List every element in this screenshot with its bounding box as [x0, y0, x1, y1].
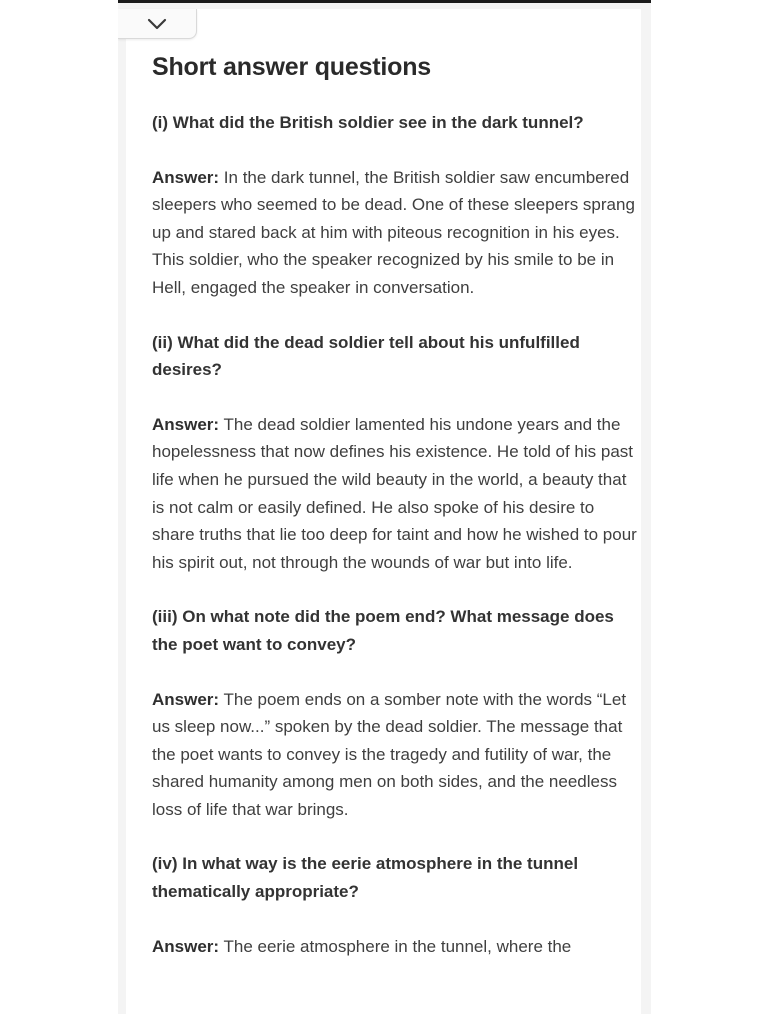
- answer-paragraph: [152, 686, 638, 824]
- qa-item-2: [152, 329, 638, 577]
- answer-text: The eerie atmosphere in the tunnel, where the: [219, 936, 572, 956]
- question-text: (i) What did the British soldier see in the dark tunnel?: [152, 113, 584, 132]
- question-text: (iii) On what note did the poem end? What message does the poet want to convey?: [152, 607, 614, 654]
- answer-text: In the dark tunnel, the British soldier saw encumbered sleepers who seemed to be dead. One of these sleepers sprang up and stared back at him with piteous recognition in his eyes. This soldier, who the speaker recognized by his smile to be in Hell, engaged the speaker in conversation.: [152, 167, 635, 297]
- answer-paragraph: [152, 411, 638, 577]
- document-viewer: [118, 0, 651, 1014]
- answer-label: Answer:: [152, 936, 220, 956]
- chevron-down-icon: [146, 17, 168, 31]
- qa-item-3: [152, 603, 638, 823]
- article-body: [152, 47, 638, 960]
- answer-label: Answer:: [152, 414, 220, 434]
- answer-paragraph: [152, 933, 638, 961]
- answer-label: Answer:: [152, 167, 220, 187]
- section-heading: Short answer questions: [152, 53, 431, 81]
- top-edge-bar: [118, 0, 651, 3]
- qa-item-4: [152, 850, 638, 960]
- question-text: (iv) In what way is the eerie atmosphere in the tunnel thematically appropriate?: [152, 854, 579, 902]
- answer-paragraph: [152, 164, 638, 302]
- answer-label: Answer:: [152, 689, 220, 709]
- question-text: (ii) What did the dead soldier tell about his unfulfilled desires?: [152, 332, 580, 380]
- content-card[interactable]: [126, 9, 641, 1014]
- collapse-toggle-button[interactable]: [118, 9, 197, 39]
- answer-text: The poem ends on a somber note with the words “Let us sleep now...” spoken by the dead soldier. The message that the poet wants to convey is the tragedy and futility of war, the shared humanity among men on both sides, and the needless loss of life that war brings.: [152, 689, 627, 819]
- qa-item-1: [152, 109, 638, 302]
- answer-text: The dead soldier lamented his undone years and the hopelessness that now defines his existence. He told of his past life when he pursued the wild beauty in the world, a beauty that is not calm or easily defined. He also spoke of his desire to share truths that lie too deep for taint and how he wished to pour his spirit out, not through the wounds of war but into life.: [152, 414, 637, 572]
